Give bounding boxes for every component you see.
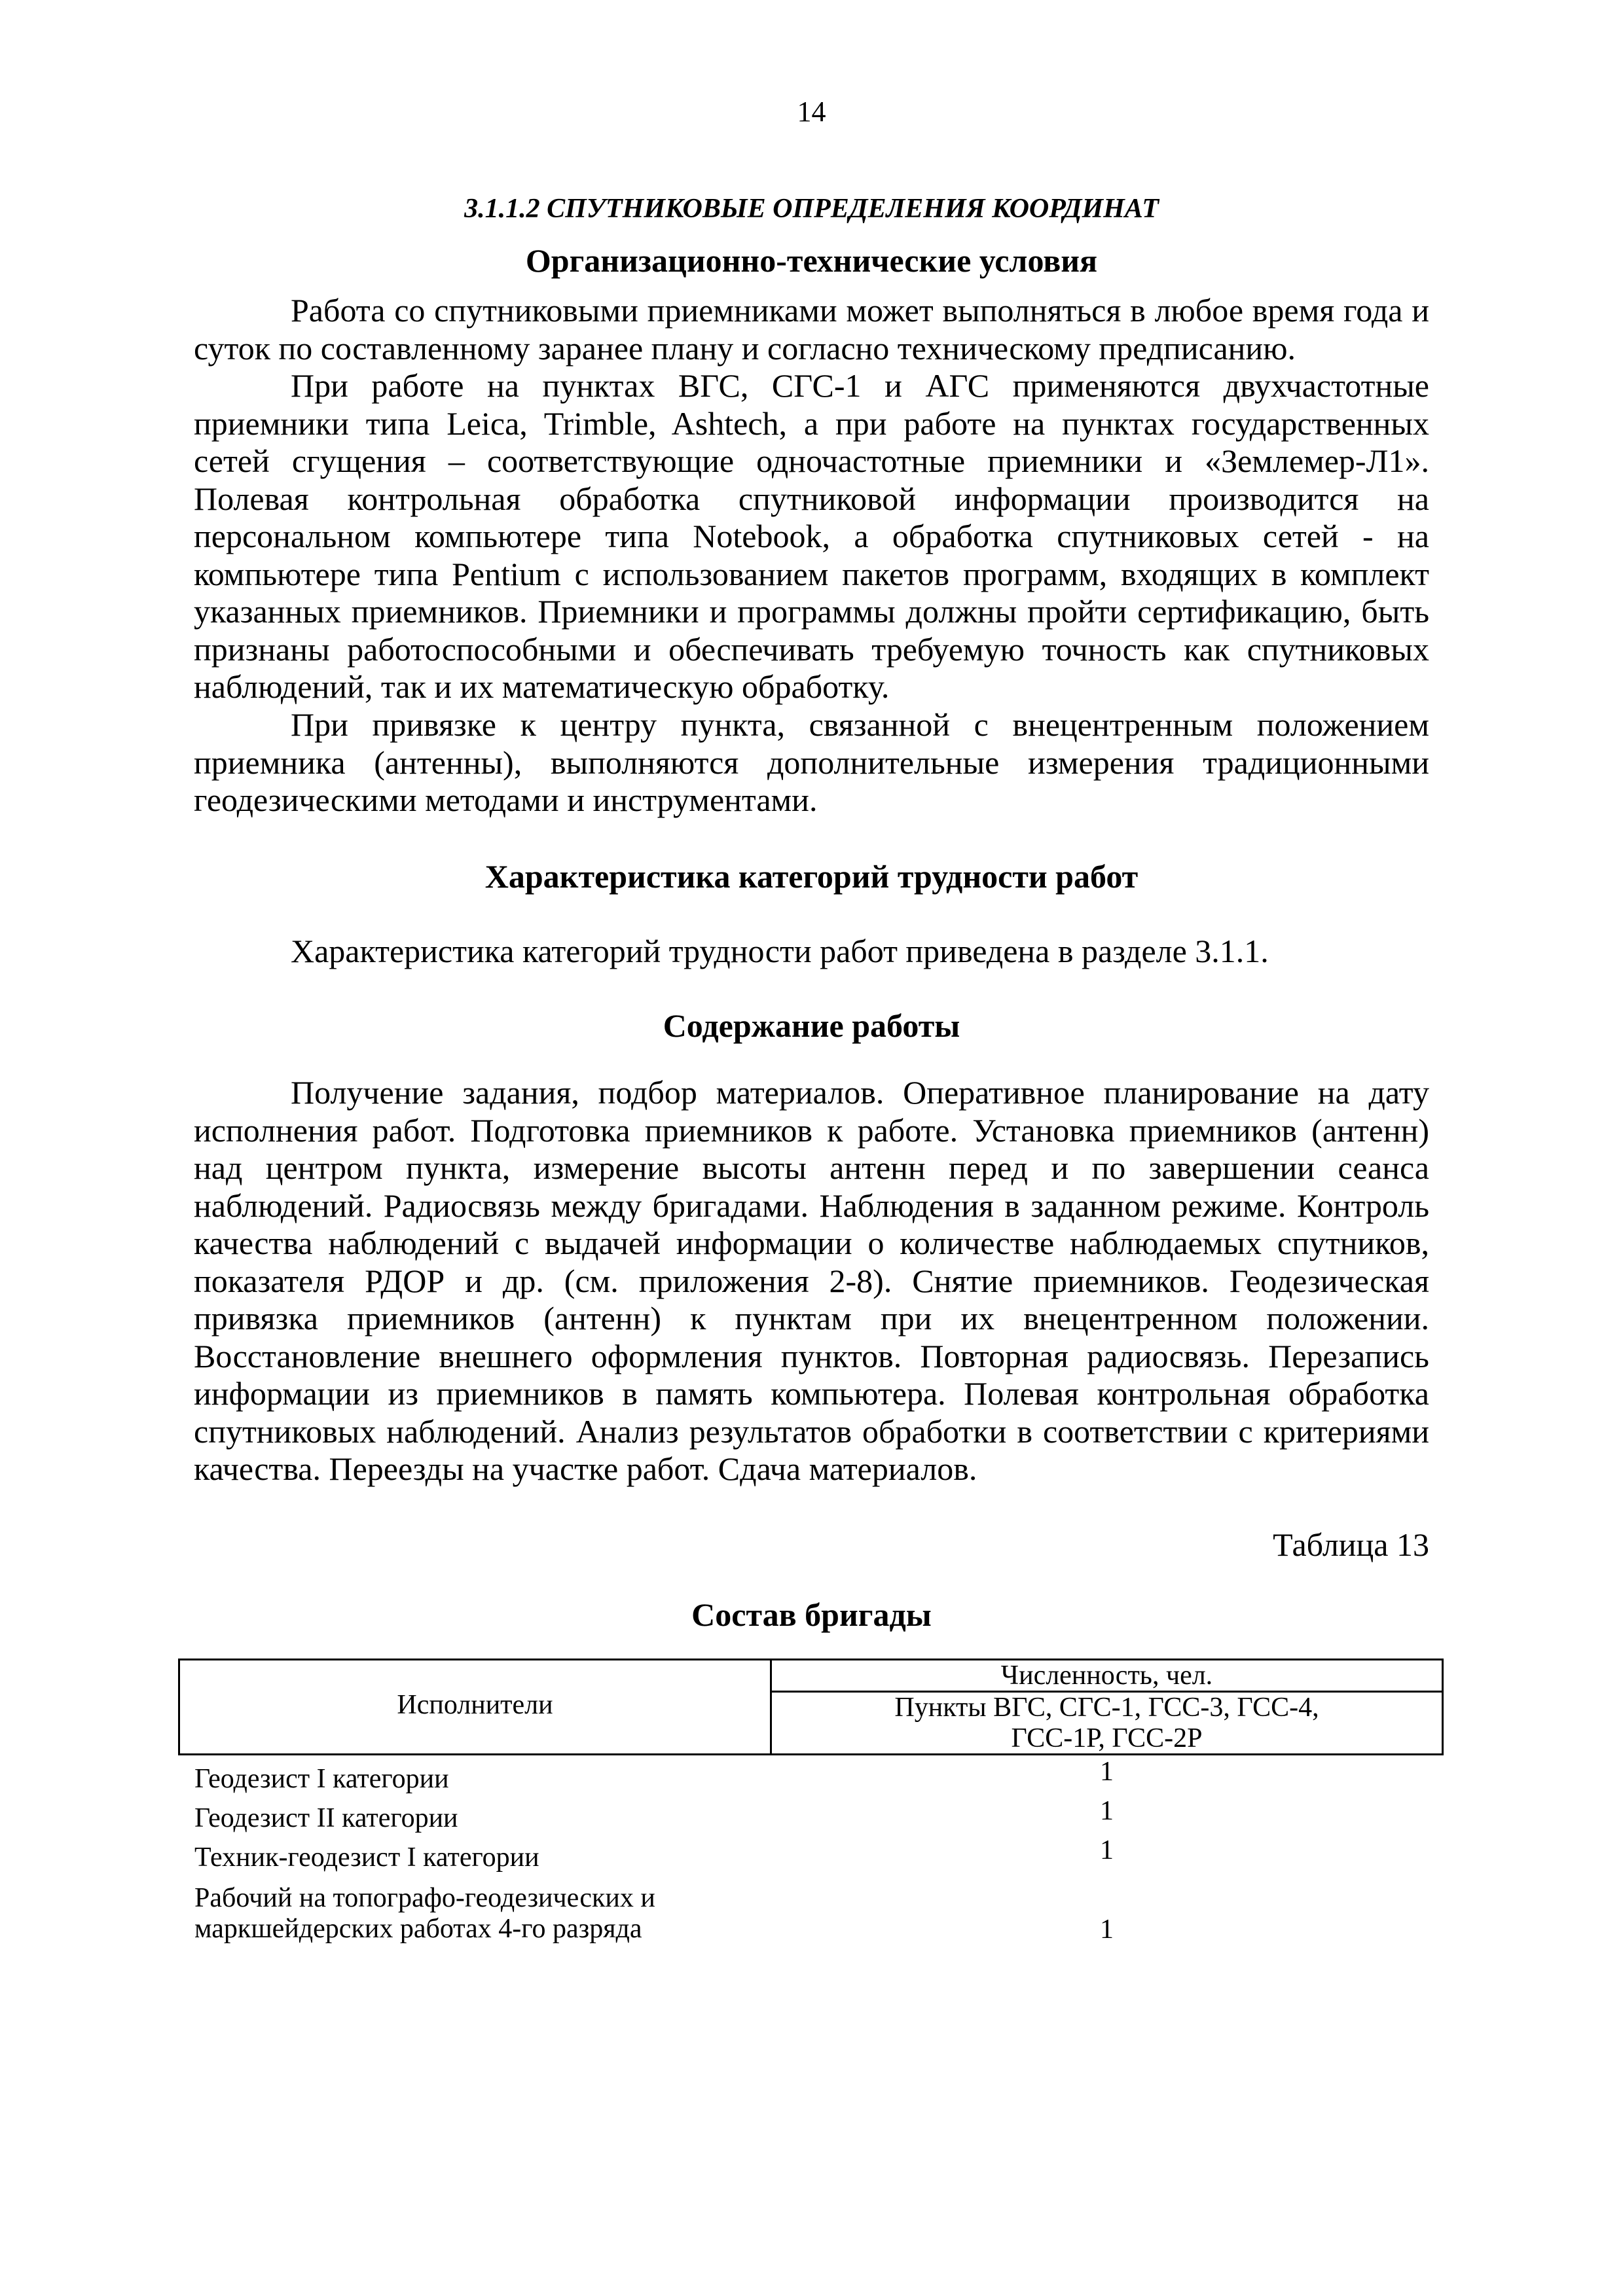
paragraph-line: качества наблюдений с выдачей информации о количестве наблюдаемых спутников, <box>194 1225 1429 1262</box>
table-row-performer: Рабочий на топографо-геодезических и <box>194 1883 655 1913</box>
table-row-performer: маркшейдерских работах 4-го разряда <box>194 1914 642 1944</box>
paragraph-line: привязка приемников (антенн) к пунктам при их внецентренном положении. <box>194 1300 1429 1337</box>
paragraph-line: наблюдений, так и их математическую обработку. <box>194 668 890 706</box>
paragraph-line: геодезическими методами и инструментами. <box>194 781 818 819</box>
paragraph-line: спутниковых наблюдений. Анализ результатов обработки в соответствии с критериями <box>194 1412 1429 1450</box>
conditions-text <box>194 292 1429 819</box>
paragraph-line: качества. Переезды на участке работ. Сдача материалов. <box>194 1450 977 1488</box>
work-content-text <box>194 1074 1429 1488</box>
paragraph-line: персональном компьютере типа Notebook, а обработка спутниковых сетей - на <box>194 518 1429 555</box>
paragraph-line: Характеристика категорий трудности работ приведена в разделе 3.1.1. <box>291 933 1269 969</box>
paragraph-line: Восстановление внешнего оформления пунктов. Повторная радиосвязь. Перезапись <box>194 1337 1429 1374</box>
paragraph-line: показателя РДОР и др. (см. приложения 2-8). Снятие приемников. Геодезическая <box>194 1262 1429 1299</box>
paragraph-line: компьютере типа Pentium с использованием пакетов программ, входящих в комплект <box>194 555 1429 592</box>
paragraph-line: При привязке к центру пункта, связанной с внецентренным положением <box>291 706 1429 744</box>
table-row-count: 1 <box>1100 1757 1114 1787</box>
paragraph-line: При работе на пунктах ВГС, СГС-1 и АГС применяются двухчастотные <box>291 367 1429 404</box>
conditions-heading: Организационно-технические условия <box>525 242 1098 279</box>
paragraph-line: суток по составленному заранее плану и согласно техническому предписанию. <box>194 329 1296 367</box>
table-row-performer: Техник-геодезист I категории <box>194 1842 539 1873</box>
table-header-points: ГСС-1Р, ГСС-2Р <box>1011 1723 1203 1753</box>
paragraph-line: исполнения работ. Подготовка приемников к работе. Установка приемников (антенн) <box>194 1111 1429 1149</box>
paragraph-line: наблюдений. Радиосвязь между бригадами. Наблюдения в заданном режиме. Контроль <box>194 1187 1429 1224</box>
work-content-heading: Содержание работы <box>663 1007 960 1044</box>
table-row-count: 1 <box>1100 1796 1114 1826</box>
page-number: 14 <box>797 96 826 128</box>
paragraph-line: информации из приемников в память компьютера. Полевая контрольная обработка <box>194 1375 1429 1412</box>
section-heading: 3.1.1.2 СПУТНИКОВЫЕ ОПРЕДЕЛЕНИЯ КООРДИНАТ <box>464 194 1159 224</box>
paragraph-line: Полевая контрольная обработка спутниковой информации производится на <box>194 480 1429 517</box>
table-header-headcount: Численность, чел. <box>1000 1660 1213 1691</box>
difficulty-heading: Характеристика категорий трудности работ <box>484 858 1139 895</box>
table-label: Таблица 13 <box>1273 1526 1429 1563</box>
table-row-count: 1 <box>1100 1914 1114 1945</box>
table-row-performer: Геодезист I категории <box>194 1764 449 1794</box>
paragraph-line: приемники типа Leica, Trimble, Ashtech, а при работе на пунктах государственных <box>194 404 1429 442</box>
table-row-count: 1 <box>1100 1835 1114 1865</box>
table-header-points: Пункты ВГС, СГС-1, ГСС-3, ГСС-4, <box>894 1693 1319 1723</box>
paragraph-line: Работа со спутниковыми приемниками может выполняться в любое время года и <box>291 292 1429 329</box>
table-header-performers: Исполнители <box>397 1690 553 1720</box>
paragraph-line: указанных приемников. Приемники и программы должны пройти сертификацию, быть <box>194 593 1429 630</box>
paragraph-line: над центром пункта, измерение высоты антенн перед и по завершении сеанса <box>194 1149 1429 1187</box>
difficulty-text <box>194 933 1429 971</box>
table-row-performer: Геодезист II категории <box>194 1803 458 1833</box>
paragraph-line: Получение задания, подбор материалов. Оперативное планирование на дату <box>291 1074 1429 1111</box>
paragraph-line: сетей сгущения – соответствующие одночастотные приемники и «Землемер-Л1». <box>194 442 1429 480</box>
paragraph-line: приемника (антенны), выполняются дополнительные измерения традиционными <box>194 744 1429 781</box>
paragraph-line: признаны работоспособными и обеспечивать требуемую точность как спутниковых <box>194 630 1429 668</box>
table-title: Состав бригады <box>691 1596 932 1633</box>
